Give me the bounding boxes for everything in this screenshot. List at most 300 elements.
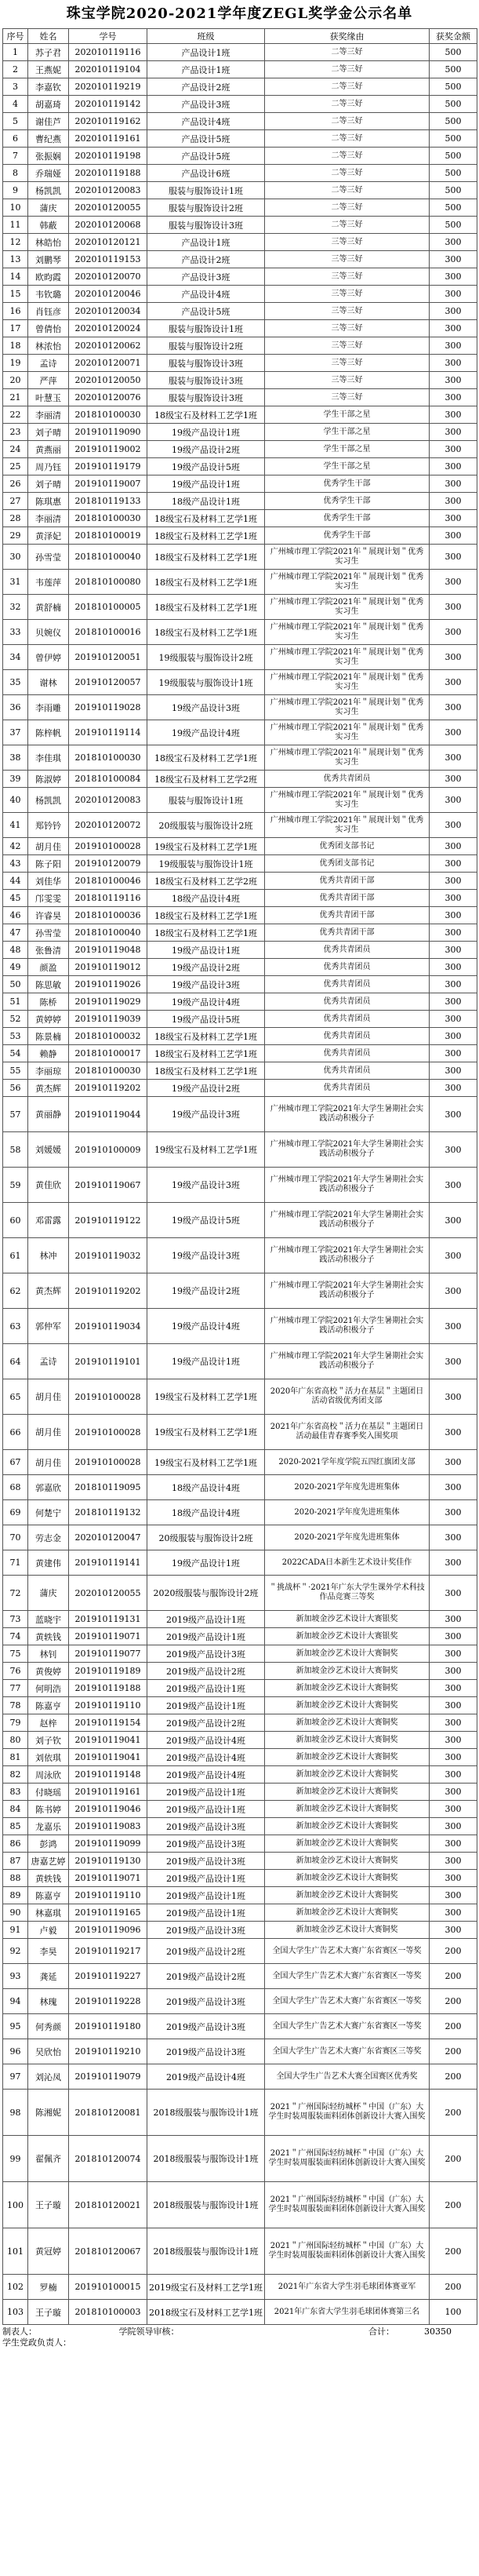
cell-student-id: 201910120079 (69, 855, 147, 873)
cell-index: 102 (3, 2275, 28, 2300)
cell-reason: 2021＂广州国际轻纺城杯＂中国（广东）大学生时装周服装面料团体创新设计大赛入围奖 (265, 2228, 430, 2275)
cell-class: 2018级宝石及材料工艺学1班 (147, 2300, 265, 2325)
cell-reason: 优秀团支部书记 (265, 838, 430, 855)
cell-index: 16 (3, 303, 28, 320)
cell-class: 2019级产品设计2班 (147, 1964, 265, 1989)
table-row (3, 78, 477, 96)
cell-amount: 200 (430, 1939, 477, 1964)
cell-index: 37 (3, 720, 28, 745)
cell-name: 黄泽妃 (28, 527, 69, 545)
cell-amount: 300 (430, 268, 477, 286)
cell-student-id: 201910119099 (69, 1835, 147, 1853)
cell-student-id: 202010120076 (69, 389, 147, 406)
cell-reason: 优秀共青团员 (265, 959, 430, 976)
cell-class: 19级宝石及材料工艺学1班 (147, 1379, 265, 1415)
cell-class: 2018级服装与服饰设计1班 (147, 2090, 265, 2136)
cell-name: 黄燕丽 (28, 441, 69, 458)
cell-name: 赖静 (28, 1045, 69, 1062)
maker-label: 制表人： (2, 2326, 37, 2337)
table-row (3, 1500, 477, 1525)
cell-class: 2019级产品设计3班 (147, 1645, 265, 1663)
cell-name: 严萍 (28, 372, 69, 389)
table-row (3, 355, 477, 372)
cell-student-id: 202010119198 (69, 148, 147, 165)
cell-amount: 500 (430, 44, 477, 61)
table-row (3, 2064, 477, 2090)
cell-name: 黄丽静 (28, 1097, 69, 1132)
table-row (3, 2228, 477, 2275)
cell-class: 2019级产品设计4班 (147, 1749, 265, 1766)
cell-reason: 学生干部之星 (265, 458, 430, 475)
table-row (3, 1887, 477, 1904)
cell-class: 19级产品设计3班 (147, 695, 265, 720)
cell-index: 18 (3, 337, 28, 355)
cell-amount: 300 (430, 890, 477, 907)
cell-class: 19级宝石及材料工艺学1班 (147, 1132, 265, 1168)
cell-reason: 新加坡金沙艺术设计大赛铜奖 (265, 1887, 430, 1904)
table-row (3, 217, 477, 234)
cell-amount: 300 (430, 286, 477, 303)
cell-amount: 300 (430, 355, 477, 372)
cell-reason: 三等三好 (265, 389, 430, 406)
table-row (3, 1939, 477, 1964)
cell-index: 59 (3, 1168, 28, 1203)
cell-class: 服装与服饰设计1班 (147, 182, 265, 199)
cell-amount: 300 (430, 838, 477, 855)
cell-name: 林冲 (28, 1238, 69, 1273)
table-row (3, 2300, 477, 2325)
cell-index: 63 (3, 1309, 28, 1344)
table-row (3, 2182, 477, 2228)
table-row (3, 1989, 477, 2014)
cell-index: 27 (3, 493, 28, 510)
table-row (3, 1749, 477, 1766)
cell-amount: 300 (430, 1801, 477, 1818)
cell-class: 19级产品设计3班 (147, 1168, 265, 1203)
cell-amount: 500 (430, 148, 477, 165)
cell-amount: 300 (430, 1344, 477, 1379)
cell-amount: 300 (430, 1011, 477, 1028)
cell-name: 刘子晴 (28, 424, 69, 441)
cell-class: 19级产品设计2班 (147, 441, 265, 458)
cell-student-id: 201910100028 (69, 838, 147, 855)
header-reason: 获奖缘由 (265, 29, 430, 44)
cell-name: 韦莲萍 (28, 570, 69, 595)
cell-amount: 300 (430, 1853, 477, 1870)
cell-index: 86 (3, 1835, 28, 1853)
cell-name: 刘沁凤 (28, 2064, 69, 2090)
cell-student-id: 201910119029 (69, 993, 147, 1011)
cell-student-id: 202010119153 (69, 251, 147, 268)
cell-student-id: 202010119116 (69, 44, 147, 61)
cell-student-id: 201910119110 (69, 1697, 147, 1714)
cell-reason: 优秀共青团员 (265, 1045, 430, 1062)
cell-student-id: 201810119116 (69, 890, 147, 907)
cell-student-id: 202010120024 (69, 320, 147, 337)
cell-class: 2019级产品设计1班 (147, 1611, 265, 1628)
page (2, 0, 477, 2348)
table-row (3, 251, 477, 268)
cell-student-id: 201910119041 (69, 1749, 147, 1766)
cell-reason: 2020年广东省高校＂活力在基层＂主题团日活动省级优秀团支部 (265, 1379, 430, 1415)
cell-index: 99 (3, 2136, 28, 2182)
cell-amount: 300 (430, 320, 477, 337)
cell-student-id: 201810100046 (69, 873, 147, 890)
cell-reason: 新加坡金沙艺术设计大赛铜奖 (265, 1697, 430, 1714)
cell-reason: 二等三好 (265, 182, 430, 199)
cell-class: 2019级产品设计1班 (147, 1904, 265, 1922)
cell-class: 19级产品设计3班 (147, 1238, 265, 1273)
cell-student-id: 201910100015 (69, 2275, 147, 2300)
cell-index: 29 (3, 527, 28, 545)
cell-index: 8 (3, 165, 28, 182)
cell-name: 蒲庆 (28, 1576, 69, 1611)
cell-reason: 三等三好 (265, 355, 430, 372)
cell-student-id: 202010120047 (69, 1525, 147, 1550)
cell-reason: 二等三好 (265, 61, 430, 78)
cell-student-id: 201810119133 (69, 493, 147, 510)
cell-amount: 300 (430, 1904, 477, 1922)
cell-amount: 200 (430, 2090, 477, 2136)
cell-index: 24 (3, 441, 28, 458)
cell-index: 56 (3, 1080, 28, 1097)
cell-index: 92 (3, 1939, 28, 1964)
cell-index: 5 (3, 113, 28, 130)
cell-index: 97 (3, 2064, 28, 2090)
cell-amount: 300 (430, 788, 477, 813)
cell-student-id: 202010120055 (69, 199, 147, 217)
cell-amount: 300 (430, 303, 477, 320)
cell-name: 黄建伟 (28, 1550, 69, 1576)
cell-student-id: 202010119104 (69, 61, 147, 78)
cell-reason: 新加坡金沙艺术设计大赛银奖 (265, 1611, 430, 1628)
cell-class: 19级产品设计5班 (147, 1011, 265, 1028)
cell-amount: 300 (430, 1611, 477, 1628)
cell-reason: 广州城市理工学院2021年＂展现计划＂优秀实习生 (265, 695, 430, 720)
cell-class: 19级产品设计5班 (147, 458, 265, 475)
cell-student-id: 202010119161 (69, 130, 147, 148)
cell-student-id: 201910119228 (69, 1989, 147, 2014)
cell-amount: 300 (430, 1475, 477, 1500)
cell-name: 李丽清 (28, 406, 69, 424)
cell-student-id: 202010119188 (69, 165, 147, 182)
cell-student-id: 201810120021 (69, 2182, 147, 2228)
cell-name: 刘依琪 (28, 1749, 69, 1766)
cell-amount: 300 (430, 1887, 477, 1904)
cell-class: 2020级服装与服饰设计2班 (147, 1576, 265, 1611)
cell-index: 57 (3, 1097, 28, 1132)
cell-amount: 300 (430, 372, 477, 389)
cell-reason: 优秀团支部书记 (265, 855, 430, 873)
cell-reason: 2020-2021学年度先进班集体 (265, 1525, 430, 1550)
cell-amount: 300 (430, 1818, 477, 1835)
cell-name: 曾倩怡 (28, 320, 69, 337)
cell-student-id: 201910119130 (69, 1853, 147, 1870)
cell-name: 何楚宁 (28, 1500, 69, 1525)
cell-reason: 广州城市理工学院2021年＂展现计划＂优秀实习生 (265, 670, 430, 695)
cell-amount: 300 (430, 1628, 477, 1645)
cell-class: 产品设计6班 (147, 165, 265, 182)
cell-reason: 三等三好 (265, 251, 430, 268)
cell-name: 陈淑婷 (28, 771, 69, 788)
page-title: 珠宝学院2020-2021学年度ZEGL奖学金公示名单 (66, 5, 413, 22)
cell-student-id: 201910100028 (69, 1450, 147, 1475)
cell-student-id: 202010120071 (69, 355, 147, 372)
cell-class: 19级产品设计2班 (147, 1080, 265, 1097)
cell-index: 25 (3, 458, 28, 475)
cell-student-id: 201910119077 (69, 1645, 147, 1663)
cell-name: 刘佳华 (28, 873, 69, 890)
cell-class: 19级宝石及材料工艺学1班 (147, 1415, 265, 1450)
cell-index: 96 (3, 2039, 28, 2064)
cell-name: 郭仲军 (28, 1309, 69, 1344)
cell-index: 28 (3, 510, 28, 527)
cell-amount: 300 (430, 595, 477, 620)
table-row (3, 1011, 477, 1028)
cell-amount: 300 (430, 620, 477, 645)
table-row (3, 1238, 477, 1273)
table-row (3, 1732, 477, 1749)
cell-reason: 新加坡金沙艺术设计大赛铜奖 (265, 1766, 430, 1784)
cell-amount: 300 (430, 1450, 477, 1475)
table-row (3, 595, 477, 620)
total-label: 合计： (368, 2326, 394, 2337)
table-row (3, 234, 477, 251)
cell-index: 54 (3, 1045, 28, 1062)
cell-index: 72 (3, 1576, 28, 1611)
cell-student-id: 201810100030 (69, 1062, 147, 1080)
cell-class: 服装与服饰设计1班 (147, 320, 265, 337)
cell-reason: 广州城市理工学院2021年大学生暑期社会实践活动积极分子 (265, 1097, 430, 1132)
cell-class: 产品设计3班 (147, 96, 265, 113)
cell-reason: 全国大学生广告艺术大赛广东省赛区一等奖 (265, 1989, 430, 2014)
table-row (3, 1697, 477, 1714)
cell-student-id: 201910119227 (69, 1964, 147, 1989)
cell-name: 林瑰 (28, 1989, 69, 2014)
cell-class: 19级产品设计3班 (147, 976, 265, 993)
cell-class: 2019级产品设计1班 (147, 1628, 265, 1645)
cell-amount: 300 (430, 1045, 477, 1062)
cell-student-id: 202010120072 (69, 813, 147, 838)
cell-index: 62 (3, 1273, 28, 1309)
table-row (3, 44, 477, 61)
cell-reason: 2022CADA日本新生艺术设计奖佳作 (265, 1550, 430, 1576)
cell-class: 19级产品设计4班 (147, 1309, 265, 1344)
cell-student-id: 201910119217 (69, 1939, 147, 1964)
cell-class: 2019级产品设计3班 (147, 1835, 265, 1853)
cell-index: 101 (3, 2228, 28, 2275)
cell-amount: 100 (430, 2300, 477, 2325)
cell-index: 26 (3, 475, 28, 493)
cell-student-id: 201910119032 (69, 1238, 147, 1273)
cell-amount: 300 (430, 924, 477, 942)
cell-index: 84 (3, 1801, 28, 1818)
cell-class: 19级产品设计5班 (147, 1203, 265, 1238)
cell-class: 18级宝石及材料工艺学1班 (147, 545, 265, 570)
cell-amount: 300 (430, 1525, 477, 1550)
cell-class: 19级服装与服饰设计2班 (147, 645, 265, 670)
cell-index: 2 (3, 61, 28, 78)
cell-amount: 300 (430, 720, 477, 745)
cell-class: 19级产品设计4班 (147, 720, 265, 745)
cell-amount: 300 (430, 510, 477, 527)
cell-reason: 广州城市理工学院2021年＂展现计划＂优秀实习生 (265, 813, 430, 838)
cell-reason: 广州城市理工学院2021年大学生暑期社会实践活动积极分子 (265, 1238, 430, 1273)
cell-name: 卢毅 (28, 1922, 69, 1939)
cell-name: 欧昀霞 (28, 268, 69, 286)
cell-index: 9 (3, 182, 28, 199)
cell-index: 39 (3, 771, 28, 788)
cell-amount: 300 (430, 1080, 477, 1097)
cell-student-id: 201910119090 (69, 424, 147, 441)
table-row (3, 182, 477, 199)
cell-reason: 优秀学生干部 (265, 475, 430, 493)
cell-index: 94 (3, 1989, 28, 2014)
cell-reason: 广州城市理工学院2021年＂展现计划＂优秀实习生 (265, 595, 430, 620)
cell-class: 2019级产品设计1班 (147, 1801, 265, 1818)
cell-class: 2018级服装与服饰设计1班 (147, 2136, 265, 2182)
cell-student-id: 201910119180 (69, 2014, 147, 2039)
cell-name: 李嘉钦 (28, 78, 69, 96)
cell-student-id: 201910119048 (69, 942, 147, 959)
cell-amount: 200 (430, 2275, 477, 2300)
table-row (3, 2275, 477, 2300)
table-row (3, 1273, 477, 1309)
table-row (3, 720, 477, 745)
cell-student-id: 201810100005 (69, 595, 147, 620)
cell-reason: 2021＂广州国际轻纺城杯＂中国（广东）大学生时装周服装面料团体创新设计大赛入围奖 (265, 2090, 430, 2136)
table-row (3, 838, 477, 855)
header-amount: 获奖金额 (430, 29, 477, 44)
cell-reason: 二等三好 (265, 148, 430, 165)
cell-reason: 新加坡金沙艺术设计大赛铜奖 (265, 1904, 430, 1922)
cell-name: 孟诗 (28, 355, 69, 372)
cell-amount: 300 (430, 424, 477, 441)
table-row (3, 1203, 477, 1238)
cell-index: 3 (3, 78, 28, 96)
cell-student-id: 202010120050 (69, 372, 147, 389)
cell-reason: 2021年广东省大学生羽毛球团体赛第三名 (265, 2300, 430, 2325)
cell-class: 2019级产品设计4班 (147, 2064, 265, 2090)
cell-reason: 优秀共青团员 (265, 1028, 430, 1045)
cell-reason: 新加坡金沙艺术设计大赛铜奖 (265, 1749, 430, 1766)
cell-index: 71 (3, 1550, 28, 1576)
cell-class: 18级宝石及材料工艺学1班 (147, 745, 265, 771)
cell-index: 81 (3, 1749, 28, 1766)
cell-name: 陈桥 (28, 993, 69, 1011)
table-row (3, 1132, 477, 1168)
table-row (3, 493, 477, 510)
cell-student-id: 201910119188 (69, 1680, 147, 1697)
cell-class: 19级产品设计4班 (147, 993, 265, 1011)
table-row (3, 1835, 477, 1853)
table-row (3, 1062, 477, 1080)
cell-student-id: 202010120070 (69, 268, 147, 286)
table-row (3, 1097, 477, 1132)
table-row (3, 1714, 477, 1732)
cell-name: 李丽琼 (28, 1062, 69, 1080)
cell-class: 18级宝石及材料工艺学1班 (147, 510, 265, 527)
cell-amount: 300 (430, 745, 477, 771)
cell-class: 2019级产品设计3班 (147, 1818, 265, 1835)
cell-student-id: 201910119114 (69, 720, 147, 745)
cell-index: 45 (3, 890, 28, 907)
total-value: 30350 (423, 2326, 452, 2337)
cell-amount: 300 (430, 645, 477, 670)
table-row (3, 771, 477, 788)
table-row (3, 268, 477, 286)
cell-reason: 2021年广东省高校＂活力在基层＂主题团日活动最佳青春赛季奖入围奖项 (265, 1415, 430, 1450)
cell-student-id: 201910100028 (69, 1379, 147, 1415)
cell-name: 胡月佳 (28, 1379, 69, 1415)
cell-reason: 优秀共青团员 (265, 993, 430, 1011)
cell-class: 18级宝石及材料工艺学1班 (147, 570, 265, 595)
cell-student-id: 201910119131 (69, 1611, 147, 1628)
cell-amount: 200 (430, 2136, 477, 2182)
cell-amount: 300 (430, 1273, 477, 1309)
cell-class: 2019级产品设计2班 (147, 1663, 265, 1680)
cell-class: 19级服装与服饰设计1班 (147, 670, 265, 695)
cell-student-id: 202010120121 (69, 234, 147, 251)
table-header-row (3, 29, 477, 44)
cell-index: 12 (3, 234, 28, 251)
cell-name: 罗楠 (28, 2275, 69, 2300)
cell-index: 20 (3, 372, 28, 389)
cell-reason: 广州城市理工学院2021年大学生暑期社会实践活动积极分子 (265, 1273, 430, 1309)
cell-class: 19级产品设计1班 (147, 942, 265, 959)
table-row (3, 1168, 477, 1203)
cell-amount: 300 (430, 1309, 477, 1344)
cell-amount: 200 (430, 2228, 477, 2275)
scholarship-table (2, 28, 477, 2325)
cell-index: 31 (3, 570, 28, 595)
cell-student-id: 201910100028 (69, 1415, 147, 1450)
cell-reason: 广州城市理工学院2021年大学生暑期社会实践活动积极分子 (265, 1203, 430, 1238)
cell-index: 82 (3, 1766, 28, 1784)
cell-student-id: 202010119142 (69, 96, 147, 113)
cell-class: 2019级产品设计4班 (147, 1732, 265, 1749)
cell-class: 19级产品设计1班 (147, 475, 265, 493)
cell-class: 18级宝石及材料工艺学1班 (147, 1045, 265, 1062)
cell-name: 陈嘉亨 (28, 1887, 69, 1904)
cell-index: 10 (3, 199, 28, 217)
cell-student-id: 201910119179 (69, 458, 147, 475)
cell-student-id: 201810119095 (69, 1475, 147, 1500)
cell-student-id: 201810100030 (69, 510, 147, 527)
cell-name: 贝婉仪 (28, 620, 69, 645)
cell-name: 杨凯凯 (28, 182, 69, 199)
cell-class: 2019级产品设计1班 (147, 1680, 265, 1697)
cell-name: 胡月佳 (28, 1450, 69, 1475)
cell-reason: 全国大学生广告艺术大赛广东省赛区一等奖 (265, 1964, 430, 1989)
cell-amount: 300 (430, 458, 477, 475)
cell-amount: 500 (430, 61, 477, 78)
cell-name: 黄婷婷 (28, 1011, 69, 1028)
cell-name: 龚延 (28, 1964, 69, 1989)
cell-class: 产品设计5班 (147, 130, 265, 148)
cell-amount: 300 (430, 771, 477, 788)
cell-amount: 300 (430, 1784, 477, 1801)
cell-index: 60 (3, 1203, 28, 1238)
cell-amount: 300 (430, 1576, 477, 1611)
cell-reason: 新加坡金沙艺术设计大赛铜奖 (265, 1853, 430, 1870)
table-row (3, 165, 477, 182)
cell-name: 陈琪惠 (28, 493, 69, 510)
table-row (3, 1628, 477, 1645)
cell-amount: 300 (430, 389, 477, 406)
cell-student-id: 201910119041 (69, 1732, 147, 1749)
cell-student-id: 201810100040 (69, 924, 147, 942)
